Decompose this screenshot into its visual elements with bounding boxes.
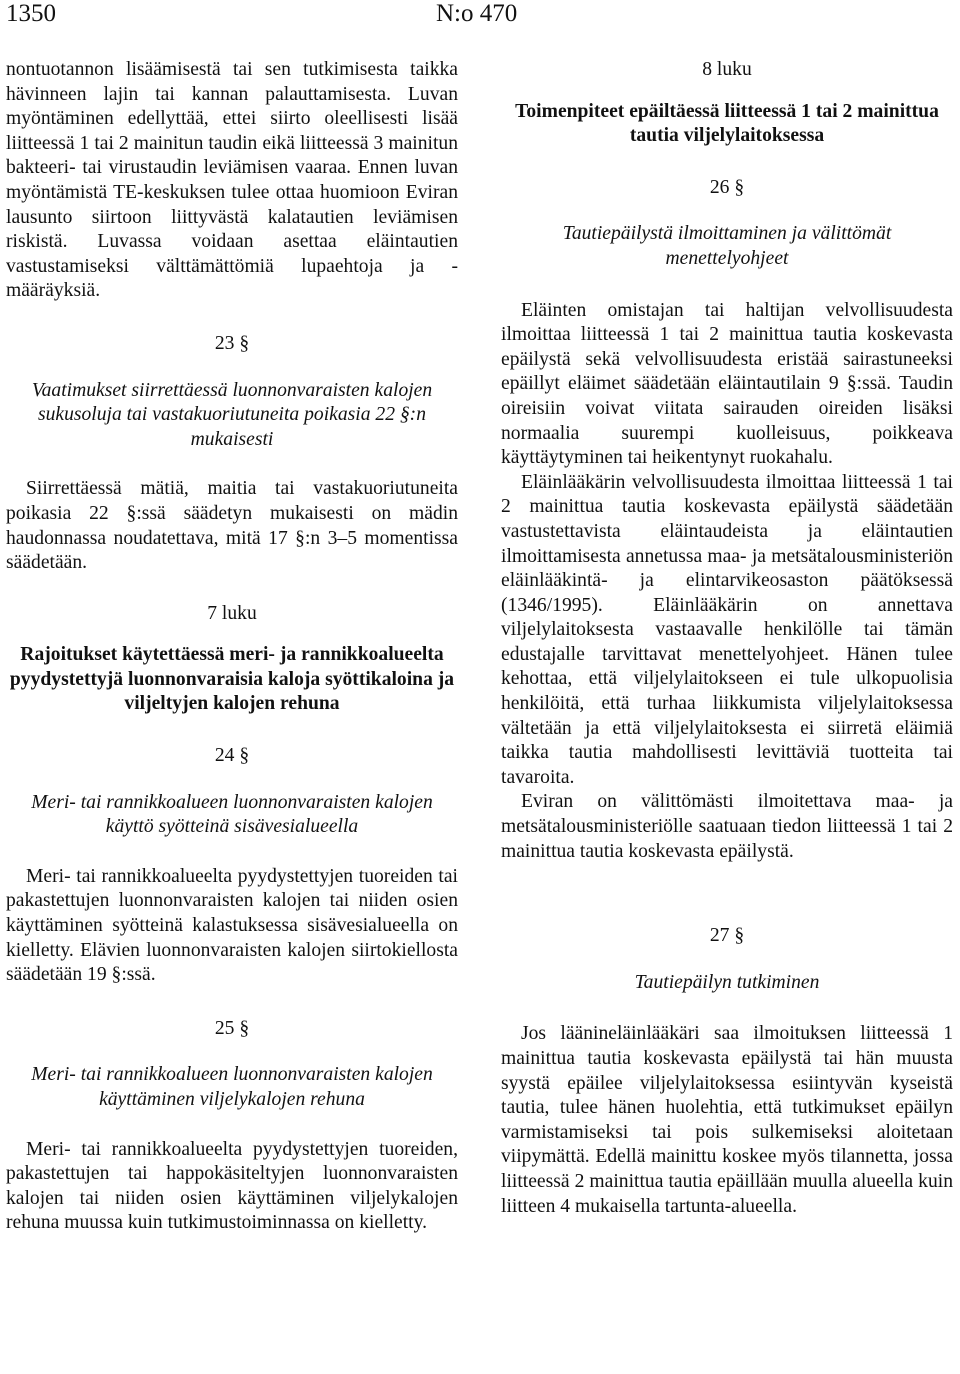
page-header xyxy=(0,0,960,28)
section-25-title: Meri- tai rannikkoalueen luonnonvaraisten kalojen käyttäminen viljelykalojen rehuna xyxy=(31,1064,433,1110)
chapter-8-heading: 8 luku xyxy=(702,59,752,80)
chapter-7-heading: 7 luku xyxy=(207,602,257,624)
section-23-number: 23 § xyxy=(214,332,250,354)
chapter-8-title: Toimenpiteet epäiltäessä liitteessä 1 tai 2 mainittua tautia viljelylaitoksessa xyxy=(515,100,939,147)
section-26-paragraph-3: Eviran on välittömästi ilmoitettava maa- ja metsätalousministeriölle saatuaan tiedon liitteessä 1 tai 2 mainittua tautia koskevasta epäilystä. xyxy=(501,791,953,862)
section-26-paragraph-1: Eläinten omistajan tai haltijan velvollisuudesta ilmoittaa liitteessä 1 tai 2 mainittua tautia koskevasta epäilystä sekä velvollisuudesta eristää sairastuneeksi epäillyt eläimet säädetään eläintautilain 9 §:ssä. Taudin oireisiin voivat viitata sairauden oireiden lisäksi normaalia suurempi kuolleisuus, poikkeava käyttäytyminen tai heikentynyt ruokahalu. xyxy=(501,299,953,469)
page-number: 1350 xyxy=(6,0,56,27)
paragraph-continuation: nontuotannon lisäämisestä tai sen tutkimisesta taikka hävinneen lajin tai kannan palauttamisesta. Luvan myöntäminen edellyttää, ettei siirto oleellisesti lisää liitteessä 1 tai 2 mainitun taudin eikä liitteessä 3 mainitun bakteeri- tai virustaudin leviämisen vaaraa. Ennen luvan myöntämistä TE-keskuksen tulee ottaa huomioon Eviran lausunto siirtoon liittyvästä kalatautien leviämisen riskistä. Luvassa voidaan asettaa eläintautien vastustamiseksi välttämättömiä lupaehtoja ja -määräyksiä. xyxy=(6,59,458,302)
section-25-number: 25 § xyxy=(214,1017,250,1039)
section-27-title: Tautiepäilyn tutkiminen xyxy=(634,971,820,993)
section-26-number: 26 § xyxy=(709,176,745,198)
chapter-7-title: Rajoitukset käytettäessä meri- ja rannikkoalueelta pyydystettyjä luonnonvaraisia kaloja syöttikaloina ja viljeltyjen kalojen rehuna xyxy=(9,644,455,715)
section-26-paragraph-2: Eläinlääkärin velvollisuudesta ilmoittaa liitteessä 1 tai 2 mainittua tautia koskevasta epäilystä säädetään vastustettavista eläintaudeista ja eläintautien ilmoittamisesta annetussa maa- ja metsätalousministeriön eläinlääkintä- ja elintarvikeosaston päätöksessä (1346/1995). Eläinlääkärin on annettava viljelylaitoksesta vastaavalle henkilölle tai tämän edustajalle tarvittavat menettelyohjeet. Hänen tulee kehottaa, että viljelylaitokseen ei tule ulkopuolisia henkilöitä, että turhaa liikkumista viljelylaitoksessa vältetään ja että viljelylaitoksesta ei siirretä eläimiä taikka tautia mahdollisesti levittäviä tuotteita tai tavaroita. xyxy=(501,471,953,788)
section-23-text: Siirrettäessä mätiä, maitia tai vastakuoriutuneita poikasia 22 §:ssä säädetyn mukaisesti on mädin haudonnassa noudatettava, mitä 17 §:n 3–5 momentissa säädetään. xyxy=(6,478,458,574)
issue-number: N:o 470 xyxy=(436,0,518,27)
section-25-text: Meri- tai rannikkoalueelta pyydystettyjen tuoreiden, pakastettujen tai happokäsiteltyjen luonnonvaraisten kalojen tai niiden osien käyttäminen viljelykalojen rehuna muussa kuin tutkimustoiminnassa on kielletty. xyxy=(6,1138,458,1234)
section-26-title: Tautiepäilystä ilmoittaminen ja välittömät menettelyohjeet xyxy=(562,223,892,269)
right-column xyxy=(501,58,953,1219)
section-27-number: 27 § xyxy=(709,925,745,947)
section-24-title: Meri- tai rannikkoalueen luonnonvaraisten kalojen käyttö syötteinä sisävesialueella xyxy=(31,791,433,838)
left-column xyxy=(6,58,458,1236)
section-24-number: 24 § xyxy=(214,745,250,767)
section-24-text: Meri- tai rannikkoalueelta pyydystettyjen tuoreiden tai pakastettujen luonnonvaraisten kalojen tai niiden osien käyttäminen syötteinä kalastuksessa sisävesialueella on kielletty. Elävien luonnonvaraisten kalojen siirtokiellosta säädetään 19 §:ssä. xyxy=(6,865,458,986)
section-23-title: Vaatimukset siirrettäessä luonnonvaraisten kalojen sukusoluja tai vastakuoriutuneita poikasia 22 §:n mukaisesti xyxy=(31,379,433,450)
section-27-text: Jos läänineläinlääkäri saa ilmoituksen liitteessä 1 mainittua tautia koskevasta epäilystä tai hän muusta syystä epäilee viljelylaitoksessa esiintyvän kyseistä tautia, tulee hänen huolehtia, että tutkimukset epäilyn varmistamiseksi tai pois sulkemiseksi aloitetaan viipymättä. Edellä mainittu koskee myös tilannetta, jossa liitteessä 2 mainittua tautia epäillään muulla alueella kuin liitteen 4 mukaisella tartunta-alueella. xyxy=(501,1023,953,1217)
